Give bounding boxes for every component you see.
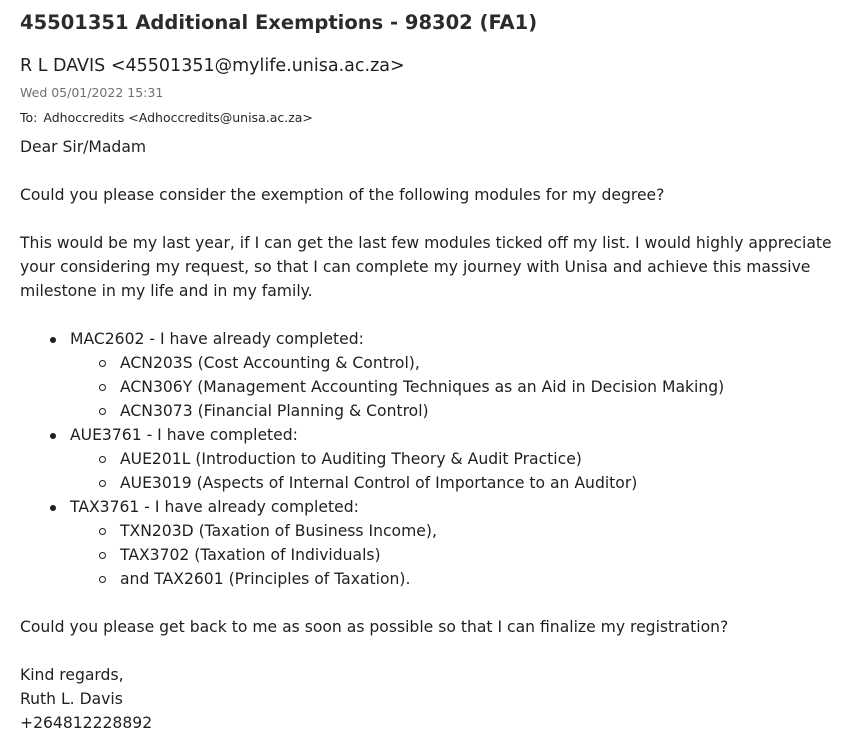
module-item (20, 495, 835, 591)
recipient[interactable]: Adhoccredits <Adhoccredits@unisa.ac.za> (43, 110, 313, 125)
module-item (20, 423, 835, 495)
completed-item: AUE3019 (Aspects of Internal Control of Importance to an Auditor) (70, 471, 835, 495)
completed-list (70, 351, 835, 423)
email-recipients (20, 110, 313, 125)
completed-list (70, 519, 835, 591)
module-label: TAX3761 - I have already completed: (70, 498, 359, 516)
completed-item: ACN306Y (Management Accounting Techniques as an Aid in Decision Making) (70, 375, 835, 399)
greeting: Dear Sir/Madam (20, 138, 147, 156)
completed-item: TAX3702 (Taxation of Individuals) (70, 543, 835, 567)
module-list (20, 327, 835, 591)
module-item (20, 327, 835, 423)
completed-item: ACN203S (Cost Accounting & Control), (70, 351, 835, 375)
paragraph-context: This would be my last year, if I can get the last few modules ticked off my list. I would highly appreciate your considering my request, so that I can complete my journey with Unisa and achieve this massive milestone in my life and in my family. (20, 234, 832, 300)
signature-phone: +264812228892 (20, 714, 153, 732)
paragraph-request: Could you please consider the exemption of the following modules for my degree? (20, 186, 665, 204)
module-label: AUE3761 - I have completed: (70, 426, 298, 444)
email-subject: 45501351 Additional Exemptions - 98302 (FA1) (20, 11, 538, 34)
completed-item: ACN3073 (Financial Planning & Control) (70, 399, 835, 423)
module-label: MAC2602 - I have already completed: (70, 330, 364, 348)
completed-list (70, 447, 835, 495)
completed-item: TXN203D (Taxation of Business Income), (70, 519, 835, 543)
to-label: To: (20, 110, 38, 125)
email-body (20, 135, 835, 735)
paragraph-followup: Could you please get back to me as soon as possible so that I can finalize my registration? (20, 618, 729, 636)
signature-name: Ruth L. Davis (20, 690, 123, 708)
email-sender[interactable]: R L DAVIS <45501351@mylife.unisa.ac.za> (20, 56, 405, 76)
email-date: Wed 05/01/2022 15:31 (20, 85, 164, 100)
completed-item: AUE201L (Introduction to Auditing Theory & Audit Practice) (70, 447, 835, 471)
closing: Kind regards, (20, 666, 124, 684)
completed-item: and TAX2601 (Principles of Taxation). (70, 567, 835, 591)
